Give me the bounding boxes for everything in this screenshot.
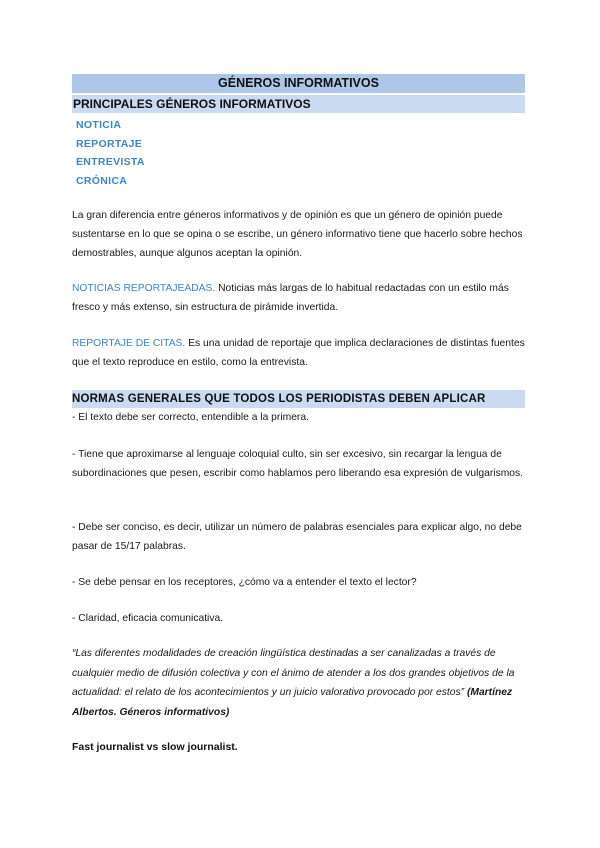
section-heading-genres: PRINCIPALES GÉNEROS INFORMATIVOS — [72, 95, 525, 113]
quote-text: “Las diferentes modalidades de creación lingüística destinadas a ser canalizadas a través de cualquier medio de difusión colectiva y con el ánimo de atender a los dos grandes objetivos de la actualidad: el relato de los acontecimientos y un juicio valorativo provocado por estos” — [72, 648, 515, 698]
genre-list — [76, 116, 145, 190]
norm-item: - El texto debe ser correcto, entendible a la primera. — [72, 412, 309, 423]
document-title: GÉNEROS INFORMATIVOS — [72, 74, 525, 93]
intro-paragraph: La gran diferencia entre géneros informativos y de opinión es que un género de opinión puede sustentarse en lo que se opina o se escribe, un género informativo tiene que hacerlo sobre hechos demostrables, aunque algunos aceptan la opinión. — [72, 210, 523, 259]
genre-item-noticia: NOTICIA — [76, 119, 122, 131]
definition-text: Es una unidad de reportaje que implica declaraciones de distintas fuentes que el texto reproduce en estilo, como la entrevista. — [72, 338, 525, 368]
genre-item-cronica: CRÓNICA — [76, 174, 128, 187]
quote-citation: (Martínez Albertos. Géneros informativos) — [72, 687, 513, 718]
norm-item: - Debe ser conciso, es decir, utilizar un número de palabras esenciales para explicar algo, no debe pasar de 15/17 palabras. — [72, 522, 522, 552]
norm-item: - Claridad, eficacia comunicativa. — [72, 613, 224, 624]
genre-item-reportaje: REPORTAJE — [76, 137, 143, 150]
closing-note: Fast journalist vs slow journalist. — [72, 741, 238, 753]
norm-item: - Tiene que aproximarse al lenguaje coloquial culto, sin ser excesivo, sin recargar la lengua de subordinaciones que pesen, escribir como hablamos pero liberando esa expresión de vulgarismos. — [72, 449, 524, 479]
definition-text: Noticias más largas de lo habitual redactadas con un estilo más fresco y más extenso, sin estructura de pirámide invertida. — [72, 283, 509, 313]
section-heading-norms: NORMAS GENERALES QUE TODOS LOS PERIODISTAS DEBEN APLICAR — [72, 390, 525, 408]
definition-term: NOTICIAS REPORTAJEADAS. — [72, 283, 216, 294]
genre-item-entrevista: ENTREVISTA — [76, 156, 145, 168]
quote-block — [72, 644, 527, 722]
norm-item: - Se debe pensar en los receptores, ¿cómo va a entender el texto el lector? — [72, 577, 417, 588]
definition-noticias-reportajeadas — [72, 279, 527, 317]
definition-reportaje-de-citas — [72, 334, 527, 372]
definition-term: REPORTAJE DE CITAS. — [72, 338, 186, 349]
